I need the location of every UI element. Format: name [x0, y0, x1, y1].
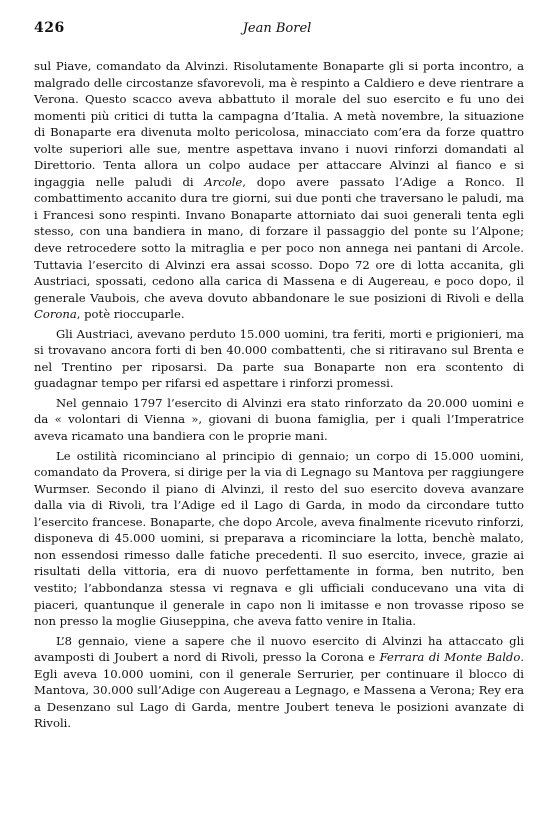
- running-head-author: Jean Borel: [242, 21, 312, 36]
- text-run: , potè rioccuparle.: [76, 307, 185, 322]
- text-run: Le ostilità ricominciano al principio di gennaio; un corpo di 15.000 uomini, comandato da Provera, si dirige per la via di Legnago su Mantova per raggiungere Wurmser. Secondo il piano di Alvinzi, il resto del suo esercito doveva avanzare dalla via di Rivoli, tra l’Adige ed il Lago di Garda, in modo da circondare tutto l’esercito francese. Bonaparte, che dopo Arcole, aveva finalmente ricevuto rinforzi, disponeva di 45.000 uomini, si preparava a ricominciare la lotta, benchè malato, non essendosi rimesso dalle fatiche precedenti. Il suo esercito, invece, grazie ai risultati della vittoria, era di nuovo perfettamente in forma, ben nutrito, ben vestito; l’abbondanza stessa vi regnava e gli ufficiali conducevano una vita di piaceri, quantunque il generale in capo non li imitasse e non trovasse riposo se non presso la moglie Giuseppina, che aveva fatto venire in Italia.: [34, 448, 524, 629]
- paragraph: [34, 633, 524, 732]
- paragraph: [34, 58, 524, 323]
- text-run: Nel gennaio 1797 l’esercito di Alvinzi era stato rinforzato da 20.000 uomini e da « volontari di Vienna », giovani di buona famiglia, per i quali l’Imperatrice aveva ricamato una bandiera con le proprie mani.: [34, 395, 524, 444]
- italic-place-name: Corona: [34, 307, 77, 322]
- body-text: [34, 58, 524, 732]
- page-header: [34, 20, 520, 44]
- italic-place-name: Arcole: [204, 174, 243, 189]
- text-run: Gli Austriaci, avevano perduto 15.000 uomini, tra feriti, morti e prigionieri, ma si trovavano ancora forti di ben 40.000 combattenti, che si ritiravano sul Brenta e nel Trentino per riposarsi. Da parte sua Bonaparte non era scontento di guadagnar tempo per rifarsi ed aspettare i rinforzi promessi.: [34, 326, 524, 391]
- paragraph: [34, 448, 524, 630]
- paragraph: [34, 326, 524, 392]
- italic-place-name: Ferrara di Monte Baldo: [379, 650, 521, 665]
- page-number: 426: [34, 20, 65, 36]
- paragraph: [34, 395, 524, 445]
- text-run: L’8 gennaio, viene a sapere che il nuovo esercito di Alvinzi ha attaccato gli avamposti di Joubert a nord di Rivoli, presso la Corona e: [34, 633, 524, 665]
- text-run: . Egli aveva 10.000 uomini, con il generale Serrurier, per continuare il blocco di Mantova, 30.000 sull’Adige con Augereau a Legnago, e Massena a Verona; Rey era a Desenzano sul Lago di Garda, mentre Joubert teneva le posizioni avanzate di Rivoli.: [34, 650, 524, 731]
- text-run: sul Piave, comandato da Alvinzi. Risolutamente Bonaparte gli si porta incontro, a malgrado delle circostanze sfavorevoli, ma è respinto a Caldiero e deve rientrare a Verona. Questo scacco aveva abbattuto il morale del suo esercito e fu uno dei momenti più critici di tutta la campagna d’Italia. A metà novembre, la situazione di Bonaparte era divenuta molto pericolosa, minacciato com’era da forze quattro volte superiori alle sue, mentre aspettava invano i nuovi rinforzi domandati al Direttorio. Tenta allora un colpo audace per attaccare Alvinzi al fianco e si ingaggia nelle paludi di: [34, 59, 524, 189]
- text-run: , dopo avere passato l’Adige a Ronco. Il combattimento accanito dura tre giorni, sui due ponti che traversano le paludi, ma i Francesi sono respinti. Invano Bonaparte attorniato dai suoi generali tenta egli stesso, con una bandiera in mano, di forzare il passaggio del ponte su l’Alpone; deve retrocedere sotto la mitraglia e per poco non annega nei pantani di Arcole. Tuttavia l’esercito di Alvinzi era assai scosso. Dopo 72 ore di lotta accanita, gli Austriaci, spossati, cedono alla carica di Massena e di Augereau, e poco dopo, il generale Vaubois, che aveva dovuto abbandonare le sue posizioni di Rivoli e della: [34, 174, 524, 305]
